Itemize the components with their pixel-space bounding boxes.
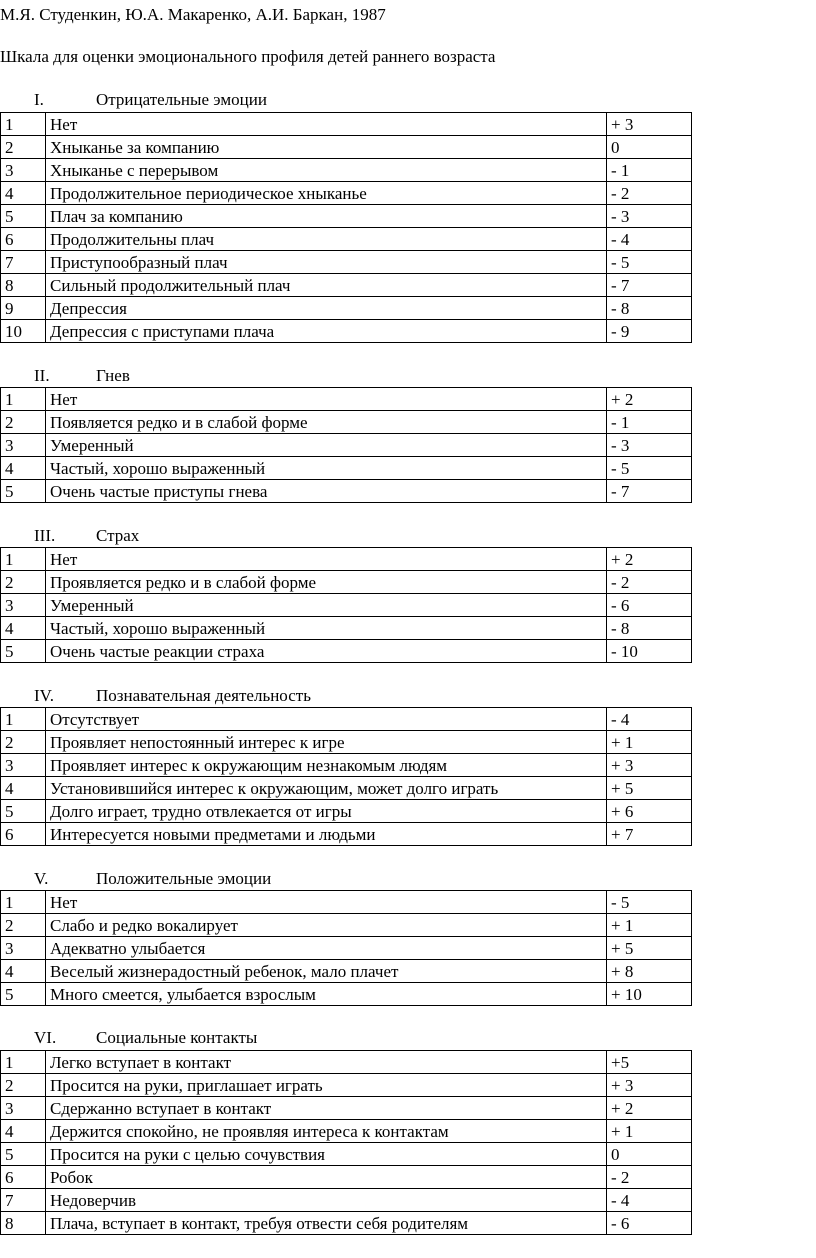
row-number: 4 (1, 457, 46, 480)
table-row (1, 1189, 692, 1212)
row-number: 2 (1, 136, 46, 159)
table-row (1, 960, 692, 983)
section-numeral: IV. (34, 686, 54, 705)
table-row (1, 571, 692, 594)
table-row (1, 1051, 692, 1074)
row-number: 4 (1, 617, 46, 640)
row-score: - 4 (607, 1189, 692, 1212)
row-description: Очень частые реакции страха (46, 640, 607, 663)
row-description: Продолжительны плач (46, 228, 607, 251)
row-number: 10 (1, 320, 46, 343)
row-score: + 2 (607, 388, 692, 411)
row-score: + 3 (607, 1074, 692, 1097)
table-row (1, 594, 692, 617)
row-score: - 8 (607, 617, 692, 640)
table-row (1, 320, 692, 343)
row-number: 3 (1, 1097, 46, 1120)
section-numeral: V. (34, 869, 49, 888)
row-number: 5 (1, 983, 46, 1006)
row-description: Проявляет непостоянный интерес к игре (46, 731, 607, 754)
table-row (1, 411, 692, 434)
score-table (0, 387, 692, 503)
table-row (1, 1074, 692, 1097)
score-table (0, 1050, 692, 1235)
table-row (1, 548, 692, 571)
score-table (0, 112, 692, 343)
table-row (1, 937, 692, 960)
section-name: Социальные контакты (96, 1028, 258, 1047)
row-number: 1 (1, 548, 46, 571)
section-name: Гнев (96, 366, 130, 385)
row-number: 5 (1, 640, 46, 663)
table-row (1, 182, 692, 205)
table-row (1, 823, 692, 846)
row-number: 7 (1, 251, 46, 274)
row-description: Нет (46, 388, 607, 411)
table-row (1, 914, 692, 937)
table-row (1, 457, 692, 480)
row-score: - 6 (607, 594, 692, 617)
row-number: 1 (1, 891, 46, 914)
row-score: + 7 (607, 823, 692, 846)
row-description: Проявляется редко и в слабой форме (46, 571, 607, 594)
table-row (1, 274, 692, 297)
table-row (1, 113, 692, 136)
row-number: 1 (1, 1051, 46, 1074)
row-number: 8 (1, 274, 46, 297)
row-score: + 2 (607, 1097, 692, 1120)
row-score: - 5 (607, 891, 692, 914)
row-description: Приступообразный плач (46, 251, 607, 274)
section-numeral: VI. (34, 1028, 57, 1047)
row-description: Частый, хорошо выраженный (46, 457, 607, 480)
row-score: 0 (607, 1143, 692, 1166)
table-row (1, 205, 692, 228)
row-number: 4 (1, 960, 46, 983)
row-score: - 9 (607, 320, 692, 343)
table-row (1, 1212, 692, 1235)
row-score: 0 (607, 136, 692, 159)
row-description: Просится на руки с целью сочувствия (46, 1143, 607, 1166)
row-score: + 3 (607, 754, 692, 777)
row-number: 2 (1, 1074, 46, 1097)
row-score: - 7 (607, 480, 692, 503)
table-row (1, 1143, 692, 1166)
row-description: Недоверчив (46, 1189, 607, 1212)
section-numeral: II. (34, 366, 50, 385)
row-score: - 2 (607, 571, 692, 594)
row-description: Плача, вступает в контакт, требуя отвести себя родителям (46, 1212, 607, 1235)
table-row (1, 983, 692, 1006)
row-number: 2 (1, 571, 46, 594)
table-row (1, 1120, 692, 1143)
row-score: - 4 (607, 228, 692, 251)
row-description: Просится на руки, приглашает играть (46, 1074, 607, 1097)
row-number: 7 (1, 1189, 46, 1212)
row-description: Частый, хорошо выраженный (46, 617, 607, 640)
section-numeral: I. (34, 90, 44, 109)
row-description: Сильный продолжительный плач (46, 274, 607, 297)
row-number: 5 (1, 480, 46, 503)
row-description: Умеренный (46, 434, 607, 457)
row-score: + 2 (607, 548, 692, 571)
row-score: - 4 (607, 708, 692, 731)
row-number: 5 (1, 800, 46, 823)
row-description: Сдержанно вступает в контакт (46, 1097, 607, 1120)
row-description: Установившийся интерес к окружающим, может долго играть (46, 777, 607, 800)
table-row (1, 617, 692, 640)
row-number: 3 (1, 754, 46, 777)
row-score: +5 (607, 1051, 692, 1074)
row-number: 1 (1, 113, 46, 136)
table-row (1, 1166, 692, 1189)
row-description: Держится спокойно, не проявляя интереса к контактам (46, 1120, 607, 1143)
score-table (0, 707, 692, 846)
row-number: 4 (1, 1120, 46, 1143)
row-score: + 1 (607, 914, 692, 937)
section-name: Познавательная деятельность (96, 686, 311, 705)
row-description: Слабо и редко вокалирует (46, 914, 607, 937)
row-score: - 1 (607, 411, 692, 434)
row-number: 4 (1, 777, 46, 800)
table-row (1, 136, 692, 159)
table-row (1, 891, 692, 914)
row-score: + 5 (607, 937, 692, 960)
row-description: Хныканье за компанию (46, 136, 607, 159)
document-title: Шкала для оценки эмоционального профиля детей раннего возраста (0, 47, 496, 66)
table-row (1, 159, 692, 182)
row-description: Продолжительное периодическое хныканье (46, 182, 607, 205)
row-number: 3 (1, 434, 46, 457)
table-row (1, 251, 692, 274)
row-score: - 6 (607, 1212, 692, 1235)
row-score: - 3 (607, 205, 692, 228)
row-description: Умеренный (46, 594, 607, 617)
row-score: - 8 (607, 297, 692, 320)
row-score: + 1 (607, 731, 692, 754)
table-row (1, 1097, 692, 1120)
row-description: Хныканье с перерывом (46, 159, 607, 182)
row-score: + 8 (607, 960, 692, 983)
row-description: Нет (46, 548, 607, 571)
row-number: 1 (1, 388, 46, 411)
row-score: + 1 (607, 1120, 692, 1143)
row-score: - 5 (607, 457, 692, 480)
score-table (0, 547, 692, 663)
authors-line: М.Я. Студенкин, Ю.А. Макаренко, А.И. Баркан, 1987 (0, 5, 386, 24)
row-description: Легко вступает в контакт (46, 1051, 607, 1074)
row-number: 3 (1, 594, 46, 617)
row-description: Адекватно улыбается (46, 937, 607, 960)
row-score: + 10 (607, 983, 692, 1006)
row-number: 2 (1, 731, 46, 754)
row-number: 2 (1, 411, 46, 434)
row-number: 3 (1, 937, 46, 960)
row-description: Нет (46, 891, 607, 914)
table-row (1, 388, 692, 411)
row-number: 9 (1, 297, 46, 320)
row-score: - 2 (607, 182, 692, 205)
row-description: Плач за компанию (46, 205, 607, 228)
row-description: Долго играет, трудно отвлекается от игры (46, 800, 607, 823)
row-number: 1 (1, 708, 46, 731)
table-row (1, 480, 692, 503)
table-row (1, 754, 692, 777)
table-row (1, 731, 692, 754)
section-name: Страх (96, 526, 140, 545)
row-description: Много смеется, улыбается взрослым (46, 983, 607, 1006)
table-row (1, 777, 692, 800)
row-score: + 3 (607, 113, 692, 136)
section-numeral: III. (34, 526, 56, 545)
row-description: Депрессия с приступами плача (46, 320, 607, 343)
row-score: - 2 (607, 1166, 692, 1189)
row-number: 6 (1, 228, 46, 251)
row-number: 4 (1, 182, 46, 205)
row-score: - 1 (607, 159, 692, 182)
table-row (1, 708, 692, 731)
table-row (1, 434, 692, 457)
row-number: 5 (1, 1143, 46, 1166)
row-score: - 3 (607, 434, 692, 457)
row-description: Очень частые приступы гнева (46, 480, 607, 503)
row-score: + 5 (607, 777, 692, 800)
section-name: Положительные эмоции (96, 869, 272, 888)
row-number: 3 (1, 159, 46, 182)
row-description: Веселый жизнерадостный ребенок, мало плачет (46, 960, 607, 983)
table-row (1, 800, 692, 823)
row-score: + 6 (607, 800, 692, 823)
row-score: - 7 (607, 274, 692, 297)
row-description: Депрессия (46, 297, 607, 320)
row-number: 2 (1, 914, 46, 937)
table-row (1, 640, 692, 663)
table-row (1, 228, 692, 251)
row-description: Робок (46, 1166, 607, 1189)
row-number: 6 (1, 1166, 46, 1189)
row-score: - 5 (607, 251, 692, 274)
row-number: 8 (1, 1212, 46, 1235)
table-row (1, 297, 692, 320)
row-description: Появляется редко и в слабой форме (46, 411, 607, 434)
row-description: Нет (46, 113, 607, 136)
section-name: Отрицательные эмоции (96, 90, 267, 109)
row-number: 5 (1, 205, 46, 228)
row-description: Интересуется новыми предметами и людьми (46, 823, 607, 846)
score-table (0, 890, 692, 1006)
row-number: 6 (1, 823, 46, 846)
row-description: Проявляет интерес к окружающим незнакомым людям (46, 754, 607, 777)
row-score: - 10 (607, 640, 692, 663)
row-description: Отсутствует (46, 708, 607, 731)
